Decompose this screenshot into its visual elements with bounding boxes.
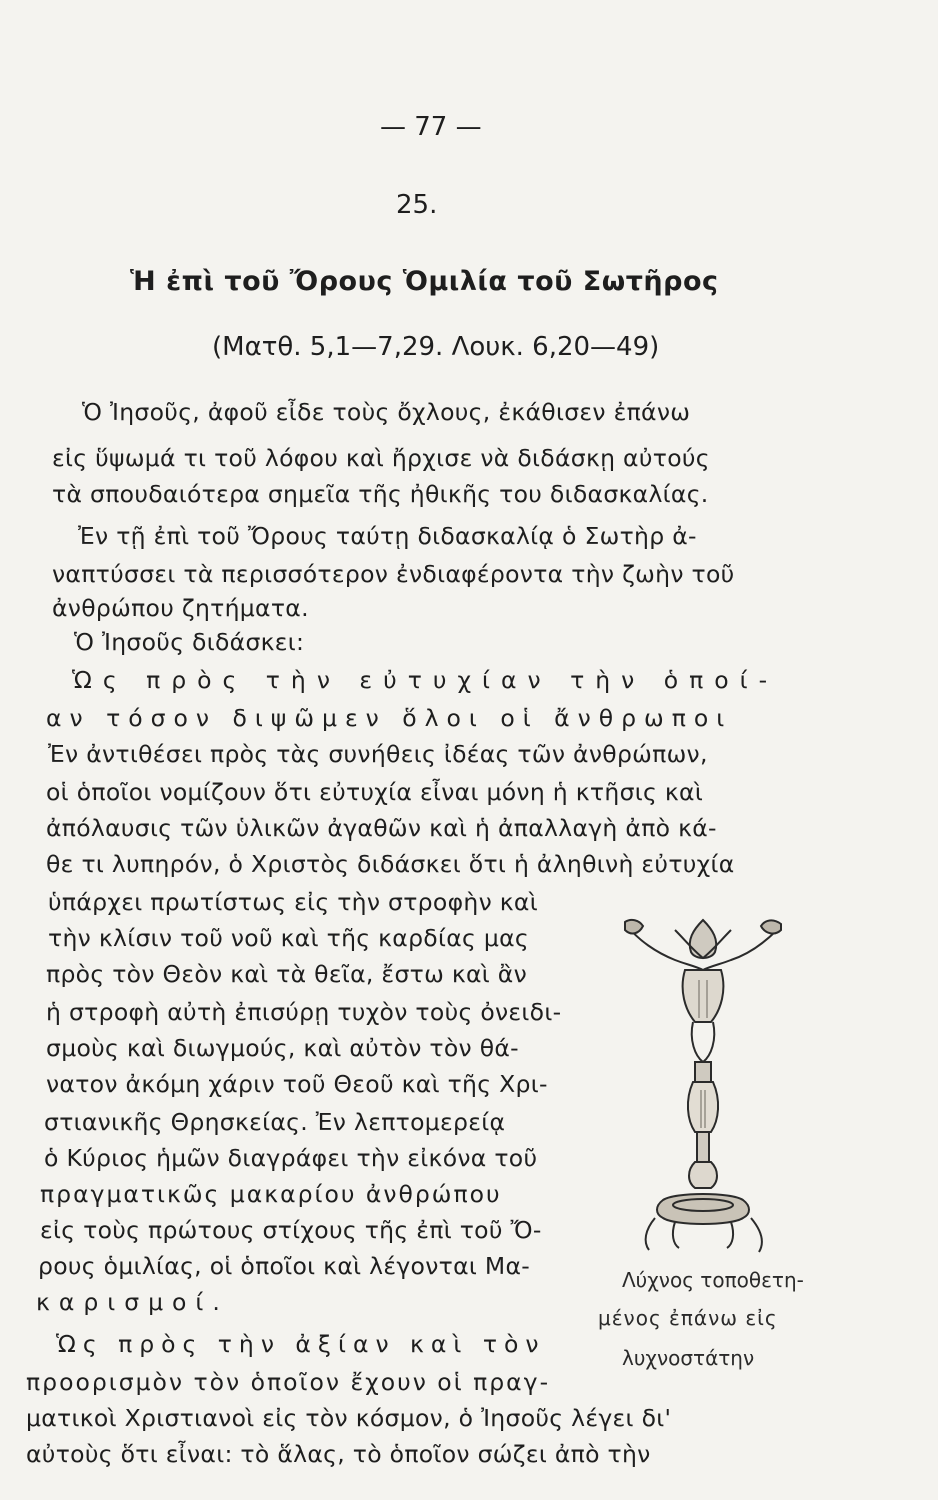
text-line: ὑπάρχει πρωτίστως εἰς τὴν στροφὴν καὶ — [48, 888, 538, 916]
text-line: ὁ Κύριος ἡμῶν διαγράφει τὴν εἰκόνα τοῦ — [44, 1144, 538, 1172]
text-line: εἰς ὕψωμά τι τοῦ λόφου καὶ ἤρχισε νὰ διδάσκῃ αὐτούς — [52, 444, 710, 472]
text-line: Ἐν τῇ ἐπὶ τοῦ Ὄρους ταύτῃ διδασκαλίᾳ ὁ Σωτὴρ ἀ- — [78, 522, 697, 550]
section-heading-happiness: Ὡς πρὸς τὴν εὐτυχίαν τὴν ὁποί- — [72, 666, 779, 694]
chapter-number: 25. — [396, 190, 438, 220]
text-line: καρισμοί. — [36, 1288, 229, 1316]
text-line: ἀπόλαυσις τῶν ὑλικῶν ἀγαθῶν καὶ ἡ ἀπαλλαγὴ ἀπὸ κά- — [46, 814, 717, 842]
text-line: τὴν κλίσιν τοῦ νοῦ καὶ τῆς καρδίας μας — [48, 924, 529, 952]
page-number: — 77 — — [380, 112, 482, 142]
text-line: ἀνθρώπου ζητήματα. — [52, 594, 309, 622]
text-line: ματικοὶ Χριστιανοὶ εἰς τὸν κόσμον, ὁ Ἰησοῦς λέγει δι' — [26, 1404, 672, 1432]
text-line: ἡ στροφὴ αὐτὴ ἐπισύρῃ τυχὸν τοὺς ὀνειδι- — [46, 998, 562, 1026]
text-line: πραγματικῶς μακαρίου ἀνθρώπου — [40, 1180, 502, 1208]
section-heading-value: Ὡς πρὸς τὴν ἀξίαν καὶ τὸν — [56, 1330, 546, 1358]
text-line: σμοὺς καὶ διωγμούς, καὶ αὐτὸν τὸν θά- — [46, 1034, 519, 1062]
figure-caption-line: Λύχνος τοποθετη- — [622, 1268, 804, 1292]
text-line: ρους ὁμιλίας, οἱ ὁποῖοι καὶ λέγονται Μα- — [38, 1252, 531, 1280]
text-line: Ἐν ἀντιθέσει πρὸς τὰς συνήθεις ἰδέας τῶν ἀνθρώπων, — [48, 740, 708, 768]
text-line: Ὁ Ἰησοῦς, ἀφοῦ εἶδε τοὺς ὄχλους, ἐκάθισεν ἐπάνω — [82, 398, 691, 426]
section-heading-happiness-cont: αν τόσον διψῶμεν ὅλοι οἱ ἄνθρωποι — [46, 704, 733, 732]
text-line: προορισμὸν τὸν ὁποῖον ἔχουν οἱ πραγ- — [26, 1368, 551, 1396]
text-line: τὰ σπουδαιότερα σημεῖα τῆς ἠθικῆς του διδασκαλίας. — [52, 480, 709, 508]
text-line: νατον ἀκόμη χάριν τοῦ Θεοῦ καὶ τῆς Χρι- — [46, 1070, 548, 1098]
text-line: εἰς τοὺς πρώτους στίχους τῆς ἐπὶ τοῦ Ὄ- — [40, 1216, 542, 1244]
text-line: οἱ ὁποῖοι νομίζουν ὅτι εὐτυχία εἶναι μόνη ἡ κτῆσις καὶ — [46, 778, 704, 806]
text-line: πρὸς τὸν Θεὸν καὶ τὰ θεῖα, ἔστω καὶ ἂν — [46, 960, 528, 988]
lampstand-illustration — [615, 900, 790, 1275]
text-line: στιανικῆς Θρησκείας. Ἐν λεπτομερείᾳ — [44, 1108, 506, 1136]
chapter-title: Ἡ ἐπὶ τοῦ Ὄρους Ὁμιλία τοῦ Σωτῆρος — [130, 266, 719, 297]
scripture-reference: (Ματθ. 5,1—7,29. Λουκ. 6,20—49) — [212, 332, 660, 362]
figure-caption-line: μένος ἐπάνω εἰς — [598, 1306, 778, 1330]
text-line: Ὁ Ἰησοῦς διδάσκει: — [74, 628, 305, 656]
text-line: αὐτοὺς ὅτι εἶναι: τὸ ἅλας, τὸ ὁποῖον σώζει ἀπὸ τὴν — [26, 1440, 651, 1468]
figure-caption-line: λυχνοστάτην — [622, 1346, 755, 1370]
text-line: θε τι λυπηρόν, ὁ Χριστὸς διδάσκει ὅτι ἡ ἀληθινὴ εὐτυχία — [46, 850, 735, 878]
text-line: ναπτύσσει τὰ περισσότερον ἐνδιαφέροντα τὴν ζωὴν τοῦ — [52, 560, 735, 588]
